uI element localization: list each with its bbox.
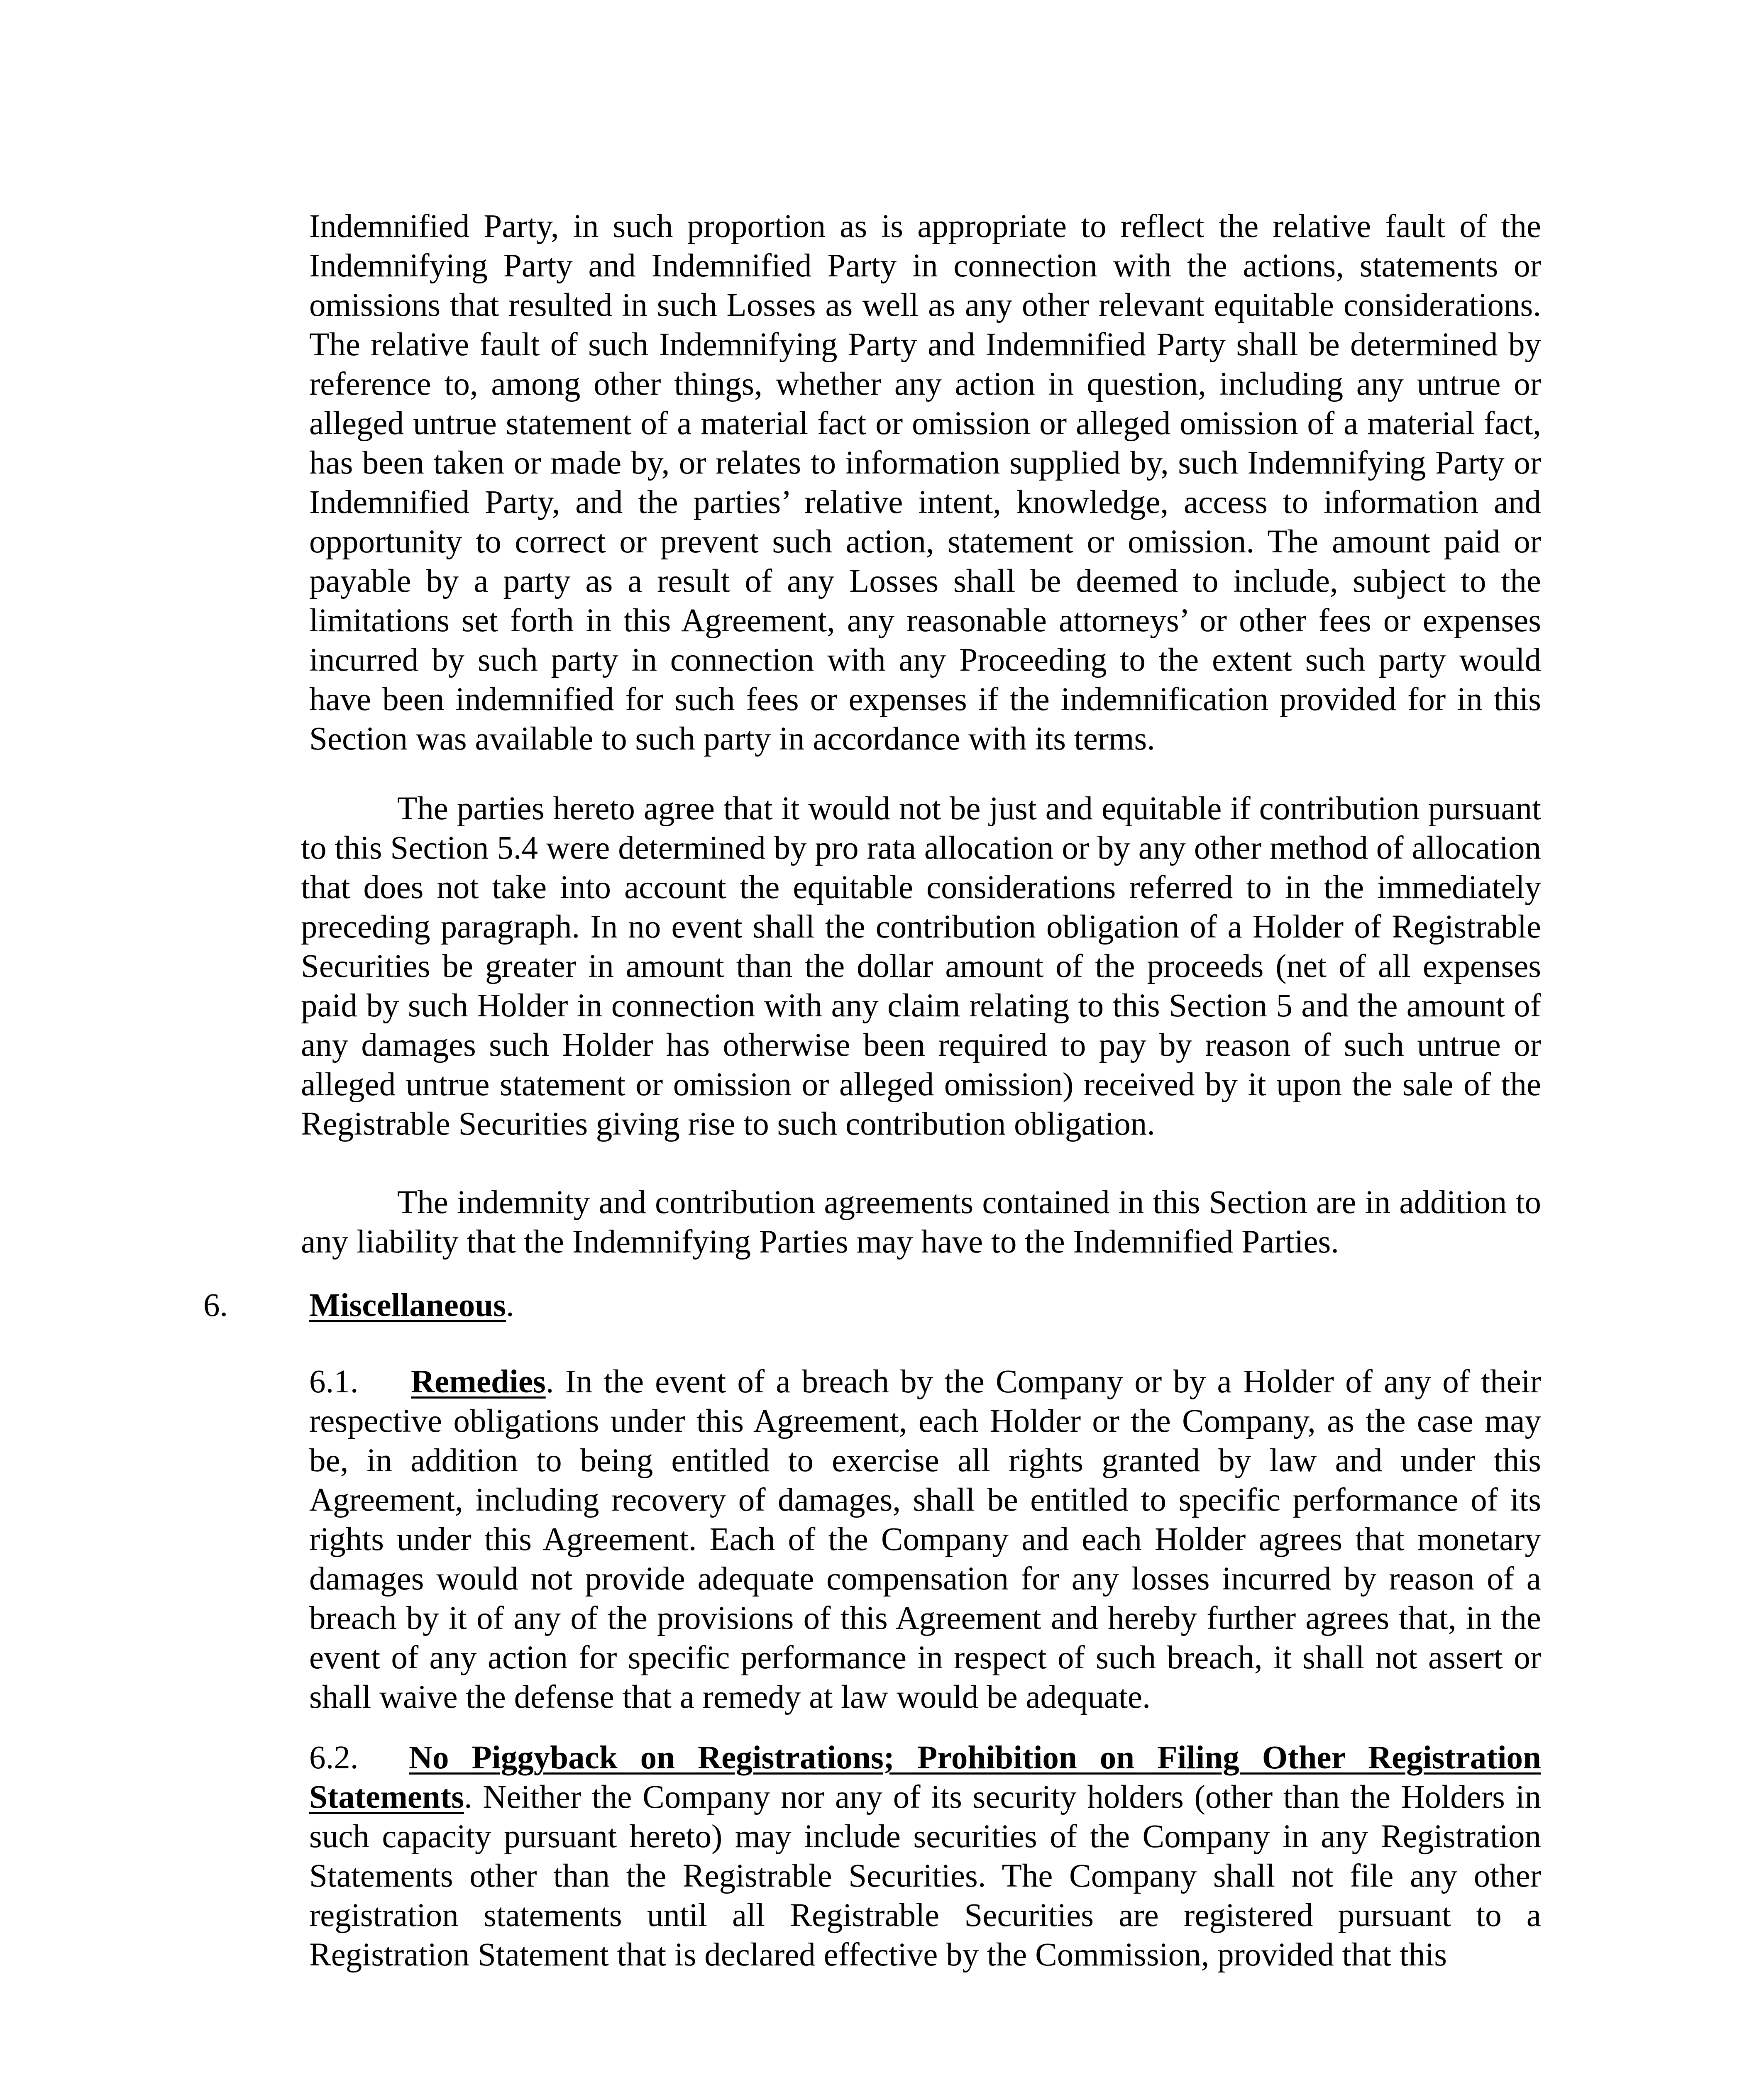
section-6-1-title: Remedies [411,1364,546,1400]
section-6-2-body: . Neither the Company nor any of its security holders (other than the Holders in such capacity pursuant hereto) may include securities of the Company in any Registration Statements other than the Registrable Securities. The Company shall not file any other registration statements until all Registrable Securities are registered pursuant to a Registration Statement that is declared effective by the Commission, provided that this [309,1779,1541,1973]
section-6-1-body: . In the event of a breach by the Company or by a Holder of any of their respective obligations under this Agreement, each Holder or the Company, as the case may be, in addition to being entitled to exercise all rights granted by law and under this Agreement, including recovery of damages, shall be entitled to specific performance of its rights under this Agreement. Each of the Company and each Holder agrees that monetary damages would not provide adequate compensation for any losses incurred by reason of a breach by it of any of the provisions of this Agreement and hereby further agrees that, in the event of any action for specific performance in respect of such breach, it shall not assert or shall waive the defense that a remedy at law would be adequate. [309,1364,1541,1715]
section-6-2-title: No Piggyback on Registrations; Prohibition on Filing Other Registration Statements [309,1740,1541,1815]
paragraph-indemnity-in-addition: The indemnity and contribution agreements contained in this Section are in addition to any liability that the Indemnifying Parties may have to the Indemnified Parties. [301,1184,1541,1260]
section-6-title-period: . [506,1287,514,1323]
section-6-2-number: 6.2. [309,1740,359,1776]
paragraph-pro-rata-allocation: The parties hereto agree that it would not be just and equitable if contribution pursuant to this Section 5.4 were determined by pro rata allocation or by any other method of allocation that does not take into account the equitable considerations referred to in the immediately preceding paragraph. In no event shall the contribution obligation of a Holder of Registrable Securities be greater in amount than the dollar amount of the proceeds (net of all expenses paid by such Holder in connection with any claim relating to this Section 5 and the amount of any damages such Holder has otherwise been required to pay by reason of such untrue or alleged untrue statement or omission or alleged omission) received by it upon the sale of the Registrable Securities giving rise to such contribution obligation. [301,791,1541,1142]
section-6-2-no-piggyback [309,1738,1541,1975]
section-6-number: 6. [203,1287,228,1323]
paragraph-relative-fault: Indemnified Party, in such proportion as is appropriate to reflect the relative fault of the Indemnifying Party and Indemnified Party in connection with the actions, statements or omissions that resulted in such Losses as well as any other relevant equitable considerations. The relative fault of such Indemnifying Party and Indemnified Party shall be determined by reference to, among other things, whether any action in question, including any untrue or alleged untrue statement of a material fact or omission or alleged omission of a material fact, has been taken or made by, or relates to information supplied by, such Indemnifying Party or Indemnified Party, and the parties’ relative intent, knowledge, access to information and opportunity to correct or prevent such action, statement or omission. The amount paid or payable by a party as a result of any Losses shall be deemed to include, subject to the limitations set forth in this Agreement, any reasonable attorneys’ or other fees or expenses incurred by such party in connection with any Proceeding to the extent such party would have been indemnified for such fees or expenses if the indemnification provided for in this Section was available to such party in accordance with its terms. [309,208,1541,757]
section-6-1-number: 6.1. [309,1364,359,1400]
section-6-heading [203,1286,1541,1325]
section-6-1-remedies [309,1362,1541,1717]
section-6-title: Miscellaneous [309,1287,506,1323]
